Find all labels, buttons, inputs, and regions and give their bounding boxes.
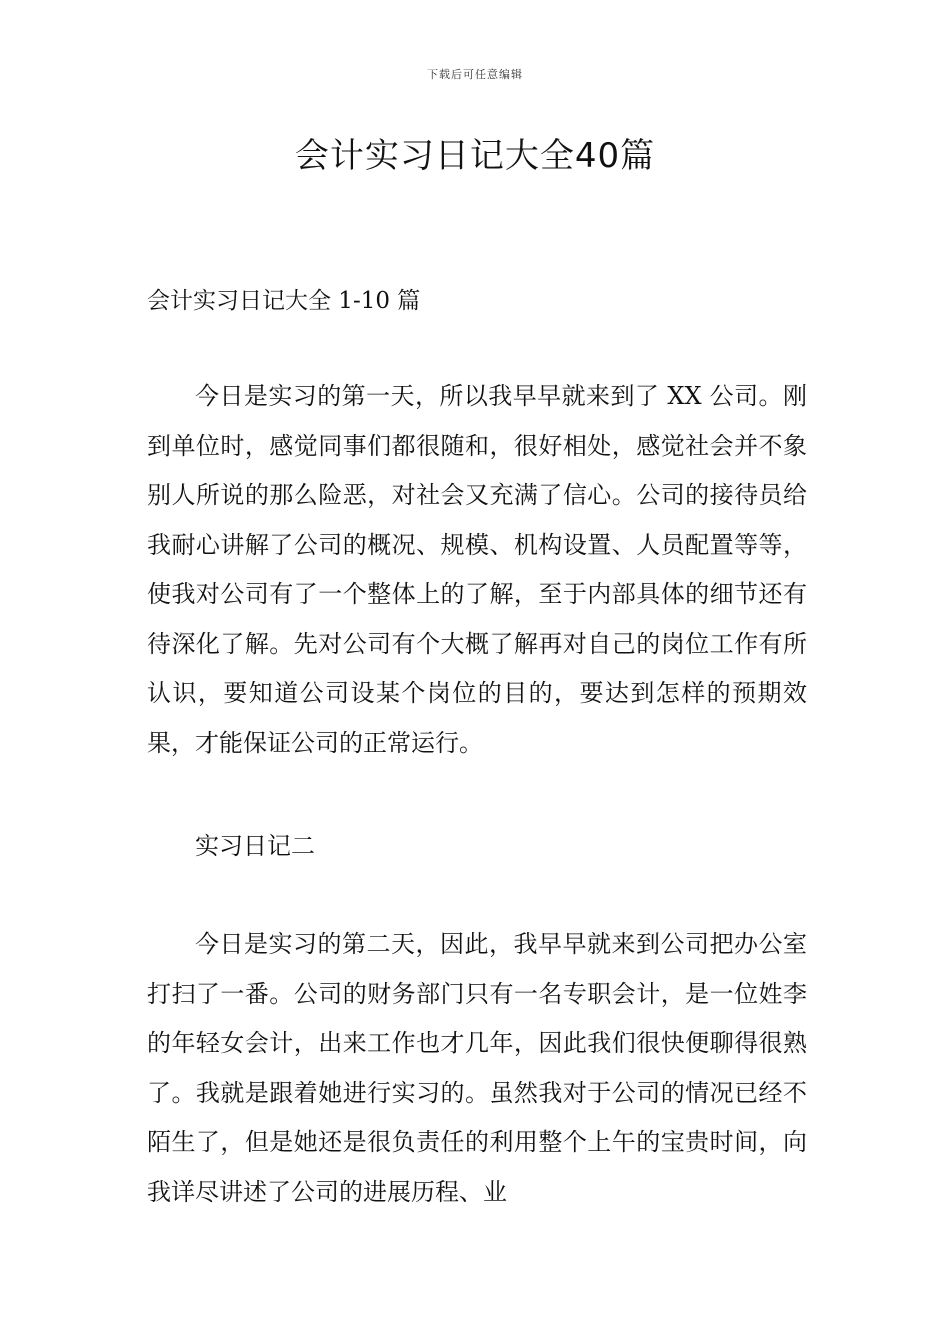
diary-heading-two: 实习日记二 <box>195 832 315 860</box>
document-title: 会计实习日记大全40篇 <box>294 136 656 176</box>
paragraph-day-two: 今日是实习的第二天，因此，我早早就来到公司把办公室打扫了一番。公司的财务部门只有一名专职会计，是一位姓李的年轻女会计，出来工作也才几年，因此我们很快便聊得很熟了。我就是跟着她进行实习的。虽然我对于公司的情况已经不陌生了，但是她还是很负责任的利用整个上午的宝贵时间，向我详尽讲述了公司的进展历程、业 <box>147 930 807 1206</box>
paragraph-day-one: 今日是实习的第一天，所以我早早就来到了 XX 公司。刚到单位时，感觉同事们都很随和，很好相处，感觉社会并不象别人所说的那么险恶，对社会又充满了信心。公司的接待员给我耐心讲解了公司的概况、规模、机构设置、人员配置等等，使我对公司有了一个整体上的了解，至于内部具体的细节还有待深化了解。先对公司有个大概了解再对自己的岗位工作有所认识，要知道公司设某个岗位的目的，要达到怎样的预期效果，才能保证公司的正常运行。 <box>147 382 807 757</box>
header-note: 下载后可任意编辑 <box>427 68 523 81</box>
section-heading: 会计实习日记大全 1-10 篇 <box>147 288 421 314</box>
